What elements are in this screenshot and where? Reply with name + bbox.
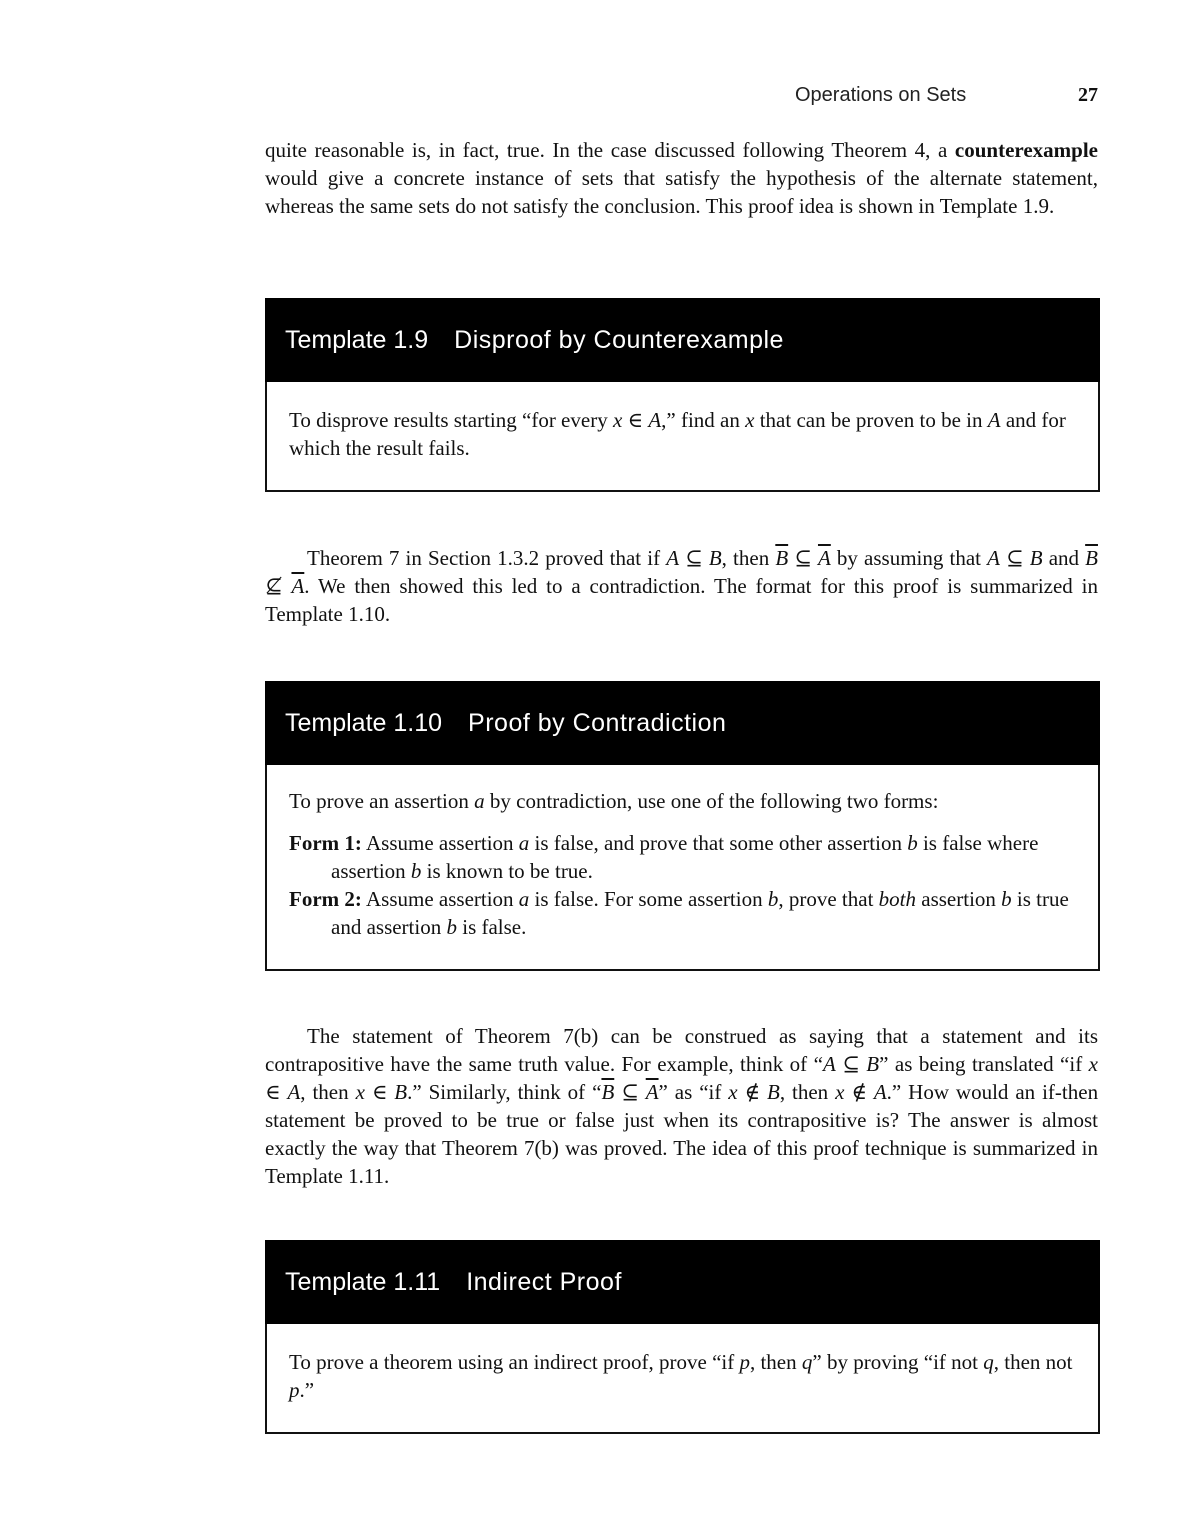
complement-symbol: $\overline{B}$	[1085, 546, 1098, 570]
template-number: Template 1.9	[285, 325, 429, 354]
math-variable: x	[1088, 1052, 1098, 1076]
math-variable: a	[518, 887, 530, 911]
math-variable: B	[708, 546, 722, 570]
math-variable: A	[648, 408, 662, 432]
math-variable: q	[801, 1350, 813, 1374]
paragraph-contradiction-intro: Theorem 7 in Section 1.3.2 proved that if A ⊆ B, then $\overline{B}$ ⊆ $\overline{A}$ by assuming that A ⊆ B and $\overline{B}$ ⊈ $\overline{A}$. We then showed this led to a contradiction. The format for this proof is summarized in Template 1.10.	[265, 546, 1098, 626]
template-box-contradiction	[265, 681, 1100, 971]
complement-symbol: $\overline{B}$	[775, 546, 789, 570]
math-variable: A	[287, 1080, 301, 1104]
math-variable: B	[866, 1052, 880, 1076]
math-variable: both	[878, 887, 916, 911]
math-variable: p	[289, 1378, 300, 1402]
template-box-disproof	[265, 298, 1100, 492]
page-number: 27	[1078, 84, 1098, 106]
math-variable: x	[612, 408, 623, 432]
math-variable: A	[666, 546, 680, 570]
template-number: Template 1.11	[285, 1267, 441, 1296]
template-title: Indirect Proof	[466, 1267, 622, 1296]
template-title: Disproof by Counterexample	[454, 325, 784, 354]
math-variable: b	[410, 859, 422, 883]
bold-term: counterexample	[954, 138, 1098, 162]
math-variable: A	[987, 408, 1001, 432]
form-text: Assume assertion a is false, and prove that some other assertion b is false where assertion b is known to be true.	[331, 831, 1039, 883]
template-body	[267, 765, 1098, 941]
complement-symbol: $\overline{A}$	[291, 574, 305, 598]
template-body	[267, 382, 1098, 462]
math-variable: B	[1029, 546, 1043, 570]
math-variable: x	[745, 408, 755, 432]
template-title: Proof by Contradiction	[468, 708, 727, 737]
template-header	[265, 1240, 1100, 1324]
paragraph-contrapositive-intro: The statement of Theorem 7(b) can be construed as saying that a statement and its contrapositive have the same truth value. For example, think of “A ⊆ B” as being translated “if x ∈ A, then x ∈ B.” Similarly, think of “$\overline{B}$ ⊆ $\overline{A}$” as “if x ∉ B, then x ∉ A.” How would an if-then statement be proved to be true or false just when its contrapositive is? The answer is almost exactly the way that Theorem 7(b) was proved. The idea of this proof technique is summarized in Template 1.11.	[265, 1024, 1099, 1188]
complement-symbol: $\overline{B}$	[601, 1080, 615, 1104]
template-box-indirect	[265, 1240, 1100, 1434]
math-variable: b	[446, 915, 457, 939]
math-variable: b	[767, 887, 779, 911]
math-variable: b	[1001, 887, 1012, 911]
math-variable: B	[394, 1080, 408, 1104]
complement-symbol: $\overline{A}$	[645, 1080, 659, 1104]
math-variable: A	[822, 1052, 836, 1076]
form-label: Form 2:	[289, 887, 362, 911]
form-label: Form 1:	[289, 831, 362, 855]
form-item-1	[289, 829, 1076, 885]
math-variable: A	[873, 1080, 887, 1104]
math-variable: x	[728, 1080, 738, 1104]
paragraph-counterexample-intro: quite reasonable is, in fact, true. In the case discussed following Theorem 4, a counterexample would give a concrete instance of sets that satisfy the hypothesis of the alternate statement, whereas the same sets do not satisfy the conclusion. This proof idea is shown in Template 1.9.	[265, 138, 1098, 218]
math-variable: a	[474, 789, 485, 813]
math-variable: a	[518, 831, 530, 855]
math-variable: B	[767, 1080, 780, 1104]
template-number: Template 1.10	[285, 708, 443, 737]
math-variable: b	[907, 831, 918, 855]
form-text: Assume assertion a is false. For some assertion b, prove that both assertion b is true and assertion b is false.	[331, 887, 1069, 939]
complement-symbol: $\overline{A}$	[817, 546, 831, 570]
running-title: Operations on Sets	[795, 84, 967, 106]
template-text: To prove a theorem using an indirect proof, prove “if p, then q” by proving “if not q, then not p.”	[289, 1350, 1073, 1402]
template-text: To disprove results starting “for every x ∈ A,” find an x that can be proven to be in A and for which the result fails.	[289, 408, 1066, 460]
math-variable: p	[739, 1350, 750, 1374]
template-body	[267, 1324, 1098, 1404]
template-intro: To prove an assertion a by contradiction, use one of the following two forms:	[289, 789, 939, 813]
math-variable: x	[355, 1080, 365, 1104]
running-head	[265, 84, 1098, 112]
math-variable: q	[983, 1350, 994, 1374]
math-variable: x	[835, 1080, 845, 1104]
template-header	[265, 298, 1100, 382]
math-variable: A	[987, 546, 1000, 570]
template-header	[265, 681, 1100, 765]
form-item-2	[289, 885, 1076, 941]
